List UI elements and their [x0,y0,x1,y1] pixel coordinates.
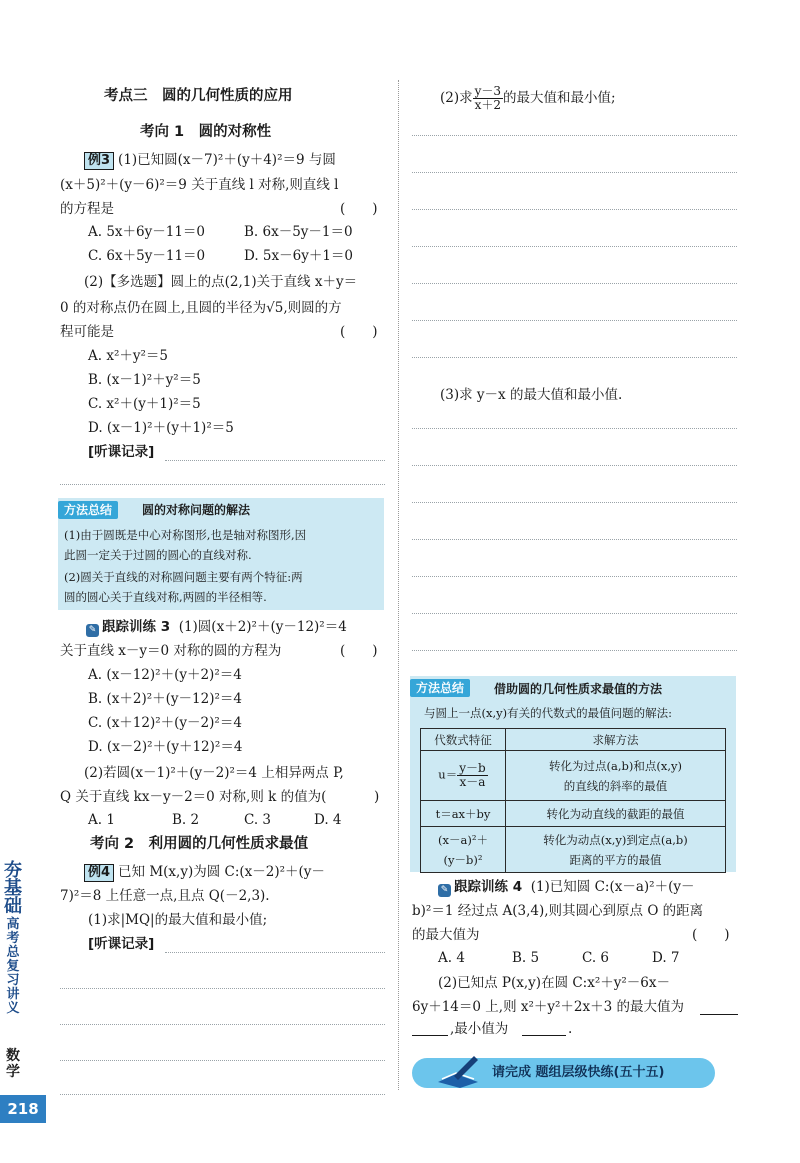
note-line [412,576,737,577]
example-3-line3: 的方程是 [60,201,114,217]
practice-banner[interactable] [412,1058,715,1088]
table-cell: (x－a)²＋ (y－b)² [421,827,506,873]
side-series: 高考总复习讲义 [6,917,20,1016]
blank-min[interactable] [522,1035,566,1036]
example-3-part2: (2)【多选题】圆上的点(2,1)关于直线 x＋y＝ [84,274,358,290]
option-b: B. (x－1)²＋y²＝5 [88,372,201,388]
answer-paren: ( ) [340,643,378,659]
method-title: 圆的对称问题的解法 [142,503,251,517]
option-b: B. 2 [172,812,200,828]
pencil-icon: ✎ [438,884,451,897]
tracking-4-part2-line2: 6y＋14＝0 上,则 x²＋y²＋2x＋3 的最大值为 [412,999,685,1015]
example-3-line2: (x＋5)²＋(y－6)²＝9 关于直线 l 对称,则直线 l [60,177,339,193]
option-a: A. 5x＋6y－11＝0 [88,224,206,240]
example-4-q1: (1)求|MQ|的最大值和最小值; [88,912,268,928]
example-3: 例3 (1)已知圆(x－7)²＋(y＋4)²＝9 与圆 [84,150,336,170]
tracking-exercise-3: ✎ 跟踪训练 3 (1)圆(x＋2)²＋(y－12)²＝4 [86,617,347,637]
note-line [412,172,737,173]
note-line [412,613,737,614]
question-3: (3)求 y－x 的最大值和最小值. [440,387,623,403]
method-table [420,728,726,873]
note-line [412,539,737,540]
note-line [412,502,737,503]
side-subject: 数学 [6,1048,20,1080]
table-cell: u＝ $\frac{y-b}{x-a}$ [421,751,506,801]
subsection-extremes: 考向 2 利用圆的几何性质求最值 [90,836,309,852]
method-summary-box [58,498,384,610]
record-label: [听课记录] [88,444,155,460]
option-b: B. (x＋2)²＋(y－12)²＝4 [88,691,242,707]
example-4-line2: 7)²＝8 上任意一点,且点 Q(－2,3). [60,888,270,904]
method-line: 此圆一定关于过圆的圆心的直线对称. [64,548,252,562]
question-2: (2)求 $\frac{y-3}{x+2}$ 的最大值和最小值; [440,84,616,112]
note-line [165,460,385,461]
note-line [412,650,737,651]
tracking-3-part2-line2: Q 关于直线 kx－y－2＝0 对称,则 k 的值为( [60,789,327,805]
banner-text: 请完成 题组层级快练(五十五) [492,1065,665,1080]
fraction: $\frac{y-3}{x+2}$ [474,84,502,112]
table-header: 求解方法 [506,729,726,751]
note-line [60,1060,385,1061]
option-a: A. 4 [438,950,465,966]
side-brand: 夯基础 [4,860,22,917]
option-c: C. 3 [244,812,272,828]
example-3-part2-line3: 程可能是 [60,324,114,340]
note-line [412,209,737,210]
section-title: 考点三 圆的几何性质的应用 [104,88,293,104]
answer-paren: ( ) [340,201,378,217]
option-b: B. 6x－5y－1＝0 [244,224,353,240]
tracking-exercise-4: ✎ 跟踪训练 4 (1)已知圆 C:(x－a)²＋(y－ [438,877,694,897]
tracking-3-line2: 关于直线 x－y＝0 对称的圆的方程为 [60,643,282,659]
option-a: A. 1 [88,812,115,828]
example-tag: 例3 [84,152,114,170]
method-line: 圆的圆心关于直线对称,两圆的半径相等. [64,590,267,604]
blank-max-cont[interactable] [412,1035,448,1036]
column-divider [398,80,399,1090]
note-line [165,952,385,953]
page-number: 218 [0,1095,46,1123]
answer-paren: ) [374,789,380,805]
note-line [412,320,737,321]
table-row [421,827,726,873]
table-row [421,801,726,827]
note-line [412,246,737,247]
method-badge: 方法总结 [58,501,118,519]
table-cell: 转化为动点(x,y)到定点(a,b) 距离的平方的最值 [506,827,726,873]
option-c: C. 6x＋5y－11＝0 [88,248,206,264]
table-header: 代数式特征 [421,729,506,751]
book-pencil-icon [434,1052,484,1090]
note-line [412,357,737,358]
option-c: C. x²＋(y＋1)²＝5 [88,396,201,412]
table-cell: 转化为过点(a,b)和点(x,y) 的直线的斜率的最值 [506,751,726,801]
table-cell: t＝ax＋by [421,801,506,827]
method-summary-box-2 [410,676,736,872]
blank-max[interactable] [700,1014,738,1015]
table-row [421,751,726,801]
note-line [60,1094,385,1095]
subsection-symmetry: 考向 1 圆的对称性 [140,124,272,140]
method-intro: 与圆上一点(x,y)有关的代数式的最值问题的解法: [424,706,672,720]
note-line [412,465,737,466]
table-cell: 转化为动直线的截距的最值 [506,801,726,827]
method-badge: 方法总结 [410,679,470,697]
note-line [412,428,737,429]
option-a: A. (x－12)²＋(y＋2)²＝4 [88,667,242,683]
answer-paren: ( ) [692,927,730,943]
example-4: 例4 已知 M(x,y)为圆 C:(x－2)²＋(y－ [84,862,325,882]
option-c: C. (x＋12)²＋(y－2)²＝4 [88,715,242,731]
record-label: [听课记录] [88,936,155,952]
tracking-4-period: . [568,1021,573,1037]
option-d: D. 5x－6y＋1＝0 [244,248,354,264]
option-b: B. 5 [512,950,540,966]
example-tag: 例4 [84,864,114,882]
answer-paren: ( ) [340,324,378,340]
option-d: D. (x－2)²＋(y＋12)²＝4 [88,739,243,755]
option-a: A. x²＋y²＝5 [88,348,168,364]
tracking-4-part2-line3: ,最小值为 [450,1021,509,1037]
tracking-4-line2: b)²＝1 经过点 A(3,4),则其圆心到原点 O 的距离 [412,903,704,919]
tracking-4-part2: (2)已知点 P(x,y)在圆 C:x²＋y²－6x－ [438,975,670,991]
tracking-3-part2: (2)若圆(x－1)²＋(y－2)²＝4 上相异两点 P, [84,765,344,781]
note-line [60,484,385,485]
method-line: (2)圆关于直线的对称圆问题主要有两个特征:两 [64,570,303,584]
note-line [60,1024,385,1025]
option-c: C. 6 [582,950,610,966]
note-line [412,283,737,284]
pencil-icon: ✎ [86,624,99,637]
example-3-part2-line2: 0 的对称点仍在圆上,且圆的半径为√5,则圆的方 [60,300,342,316]
option-d: D. 4 [314,812,342,828]
option-d: D. 7 [652,950,680,966]
option-d: D. (x－1)²＋(y＋1)²＝5 [88,420,234,436]
method-line: (1)由于圆既是中心对称图形,也是轴对称图形,因 [64,528,307,542]
tracking-4-line3: 的最大值为 [412,927,480,943]
method-title: 借助圆的几何性质求最值的方法 [494,682,663,696]
note-line [412,135,737,136]
note-line [60,988,385,989]
